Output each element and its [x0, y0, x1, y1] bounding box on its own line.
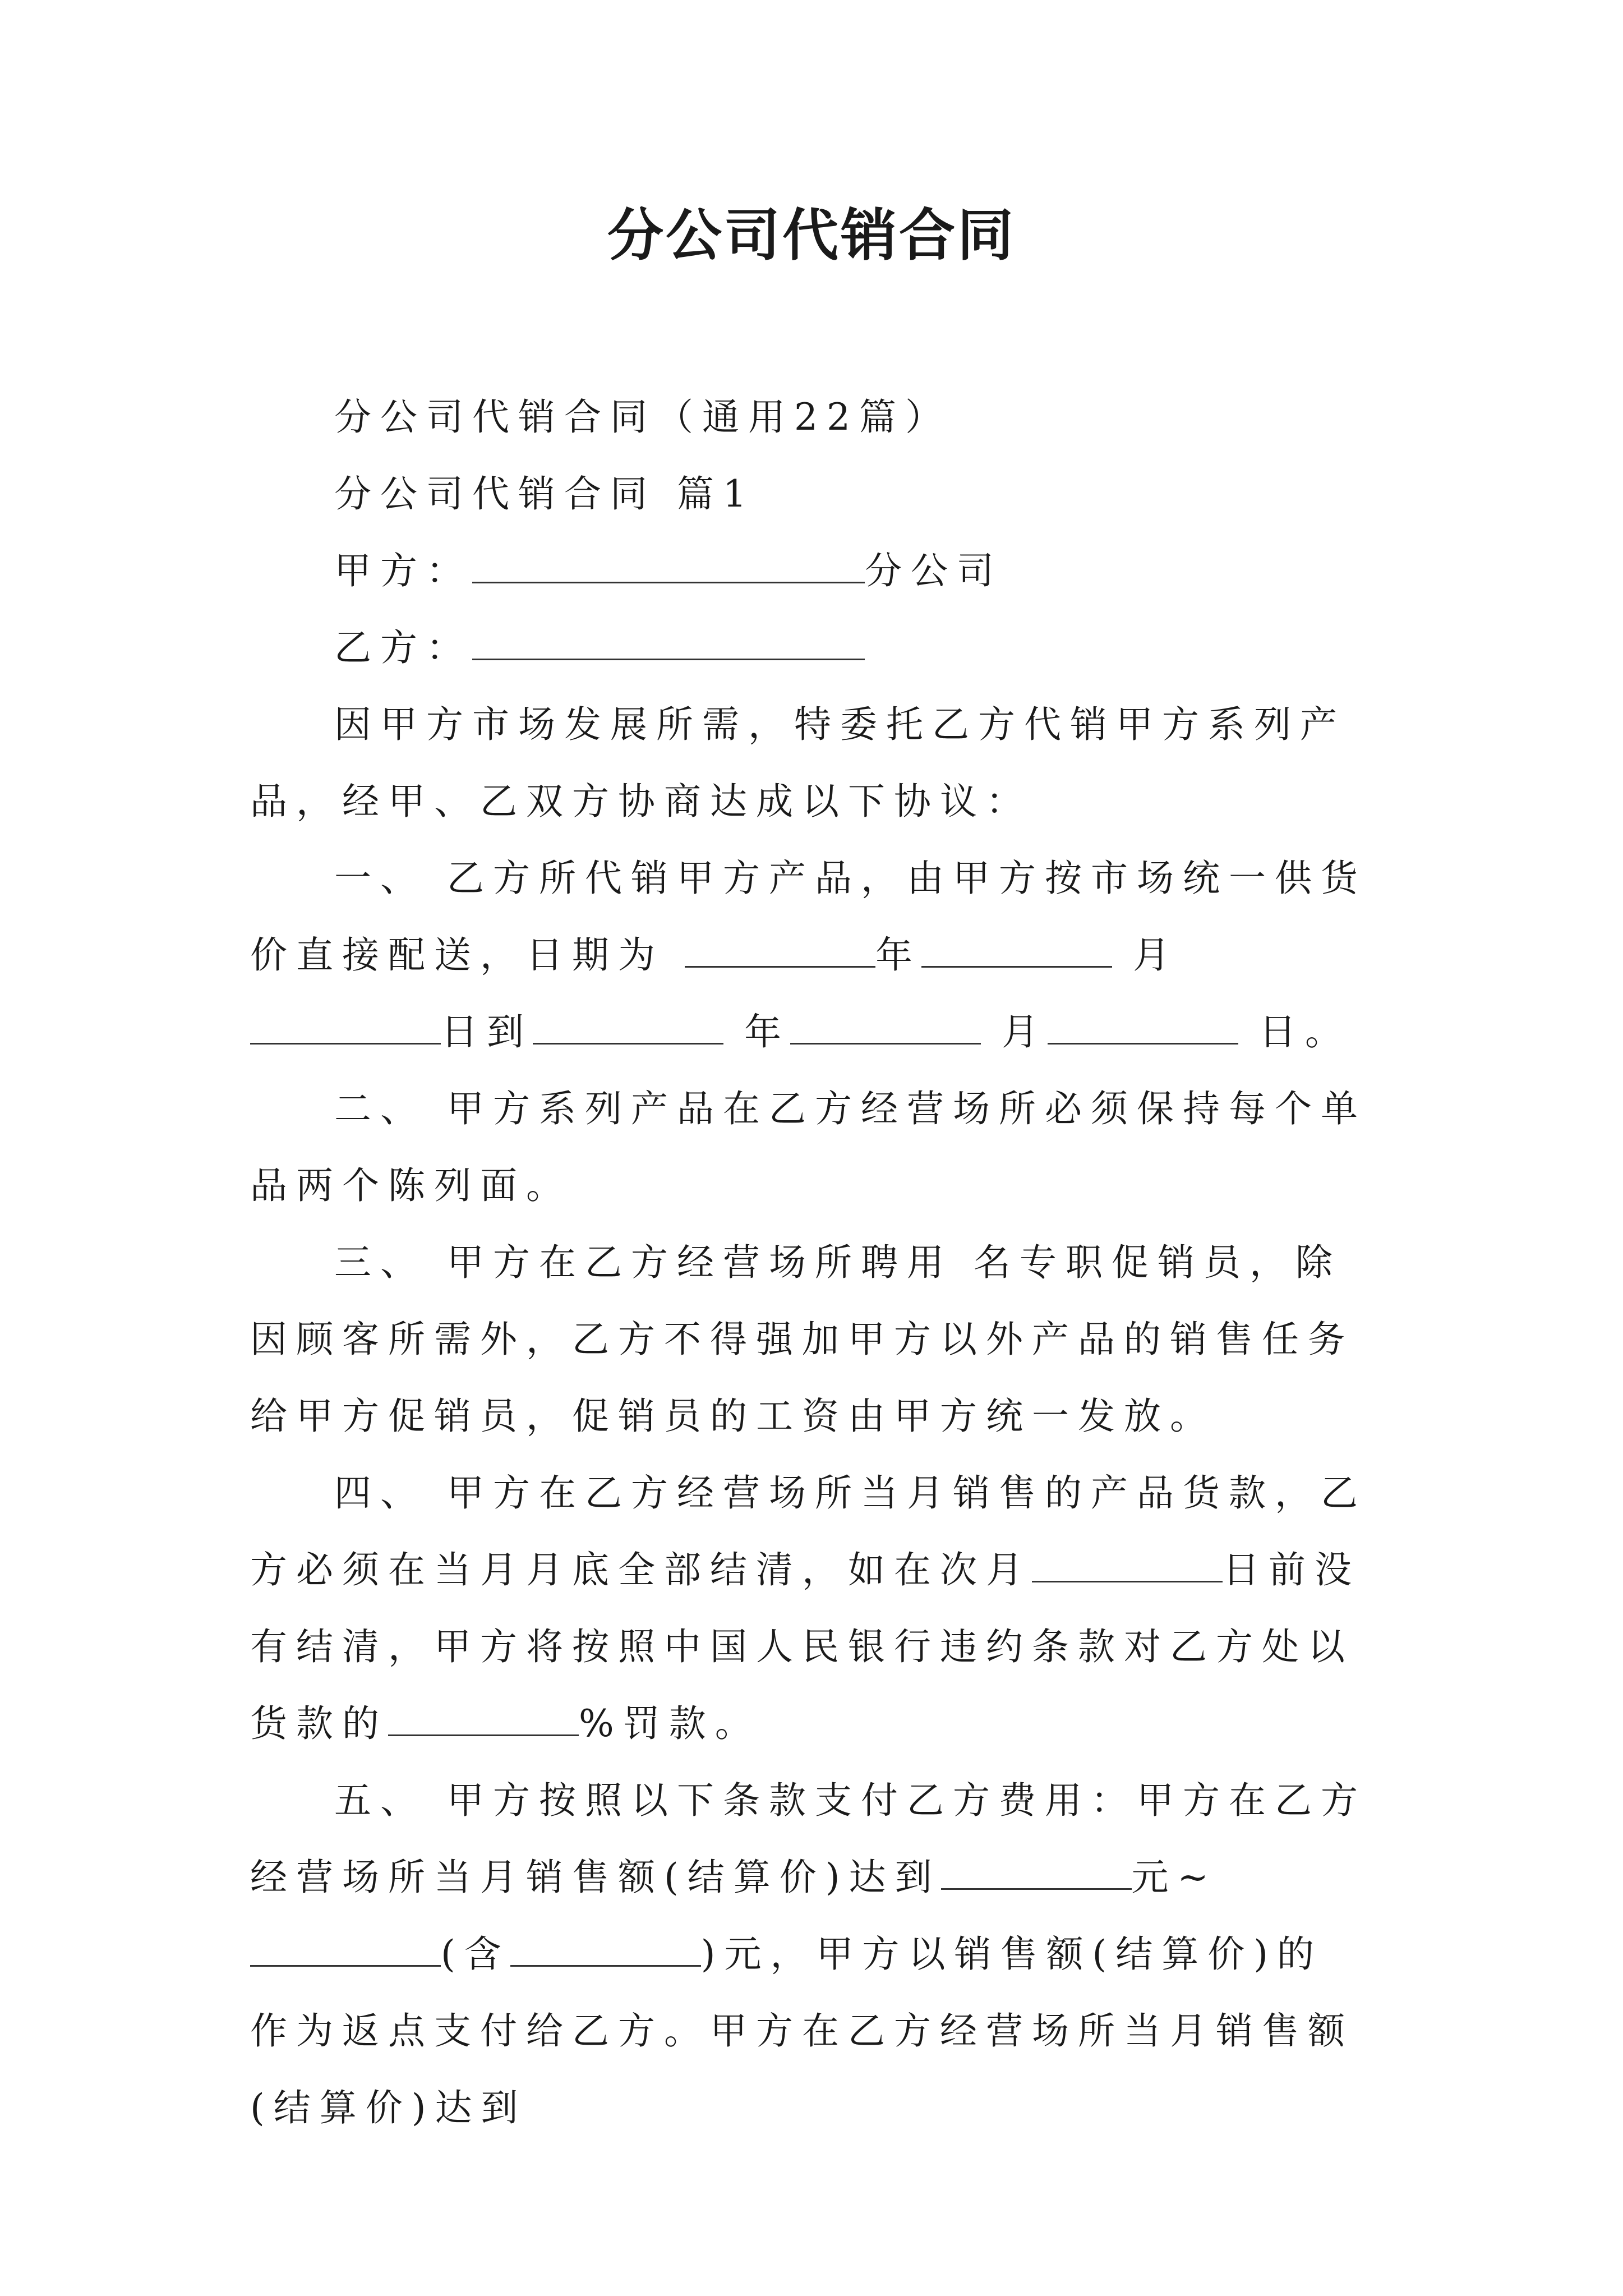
- end-day-label: 日。: [1238, 1010, 1351, 1053]
- clause-4: [250, 1455, 1383, 1762]
- clause-5-text-3: (含: [441, 1932, 510, 1976]
- clause-1-text: 一、 乙方所代销甲方产品，由甲方按市场统一供货价直接配送，日期为: [250, 857, 1367, 977]
- amount-inclusive-blank: [510, 1931, 701, 1967]
- clause-3: 三、 甲方在乙方经营场所聘用 名专职促销员，除因顾客所需外，乙方不得强加甲方以外产品的销售任务给甲方促销员，促销员的工资由甲方统一发放。: [250, 1241, 1354, 1438]
- party-a-line: [250, 532, 1383, 609]
- clause-4-text-1: 四、 甲方在乙方经营场所当月销售的产品货款，乙方必须在当月月底全部结清，如在次月: [250, 1471, 1367, 1591]
- clause-5-text-4: )元，甲方以销售额(结算价)的 作为返点支付给乙方。甲方在乙方经营场所当月销售额(结算价)达到: [250, 1932, 1354, 2129]
- intro-paragraph: 因甲方市场发展所需，特委托乙方代销甲方系列产品，经甲、乙双方协商达成以下协议：: [250, 703, 1346, 823]
- end-year-label: 年: [723, 1010, 790, 1053]
- party-b-line: [250, 609, 1383, 686]
- penalty-rate-blank: [388, 1701, 579, 1736]
- clause-2: 二、 甲方系列产品在乙方经营场所必须保持每个单品两个陈列面。: [250, 1087, 1367, 1207]
- clause-4-text-2: 日前没有结清，甲方将按照中国人民银行违约条款对乙方处以货款的: [250, 1548, 1361, 1745]
- end-month-blank: [790, 1009, 981, 1045]
- amount-max-blank: [250, 1931, 441, 1967]
- party-a-suffix: 分公司: [865, 549, 1003, 592]
- party-a-label: 甲方：: [334, 549, 472, 592]
- start-day-label: 日: [441, 1010, 487, 1053]
- end-year-blank: [533, 1009, 723, 1045]
- start-month-blank: [921, 932, 1112, 968]
- document-title: 分公司代销合同: [607, 203, 1016, 268]
- clause-5-text-2: 元~: [1131, 1856, 1218, 1899]
- section-heading: 分公司代销合同 篇1: [334, 472, 755, 516]
- start-day-blank: [250, 1009, 441, 1045]
- amount-min-blank: [941, 1855, 1132, 1890]
- party-b-label: 乙方：: [334, 626, 472, 669]
- start-month-label: 月: [1112, 933, 1179, 977]
- clause-5-text-1: 五、 甲方按照以下条款支付乙方费用：甲方在乙方经营场所当月销售额(结算价)达到: [250, 1779, 1367, 1899]
- end-month-label: 月: [980, 1010, 1048, 1053]
- start-year-blank: [685, 932, 875, 968]
- end-day-blank: [1048, 1009, 1238, 1045]
- to-label: 到: [487, 1010, 533, 1053]
- settlement-day-blank: [1032, 1547, 1223, 1582]
- clause-5: [250, 1762, 1383, 2146]
- clause-1: [250, 840, 1383, 1070]
- party-a-blank: [472, 548, 865, 583]
- document-body: [250, 379, 1383, 2146]
- party-b-blank: [472, 625, 865, 660]
- clause-4-text-3: %罚款。: [579, 1702, 761, 1745]
- subtitle: 分公司代销合同（通用22篇）: [334, 395, 951, 439]
- start-year-label: 年: [875, 933, 921, 977]
